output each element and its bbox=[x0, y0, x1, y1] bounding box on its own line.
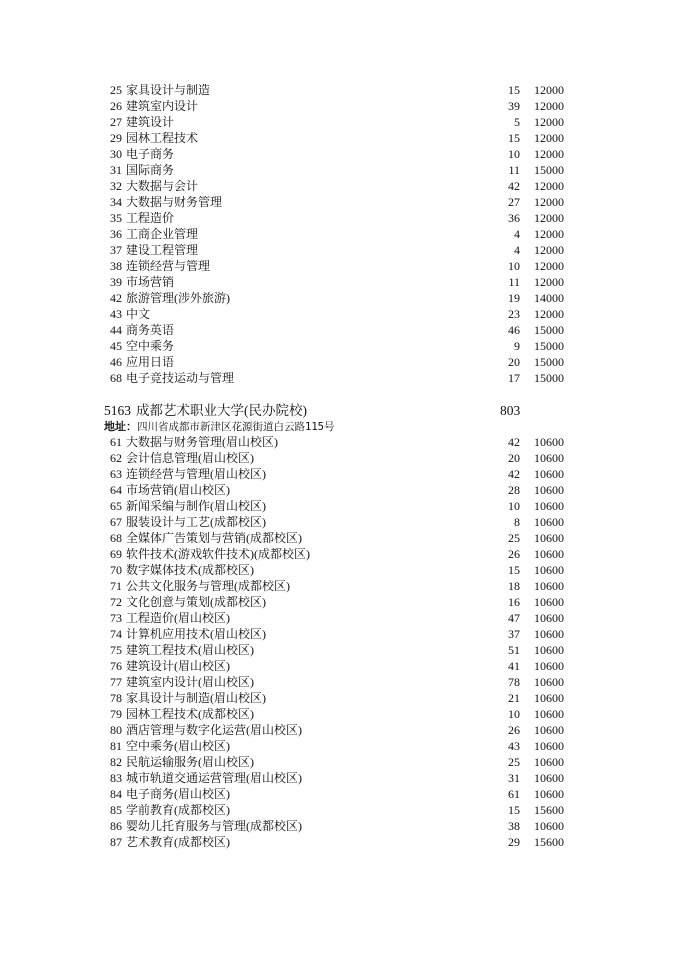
program-fee: 10600 bbox=[534, 643, 564, 657]
program-row bbox=[0, 530, 680, 546]
program-name: 数字媒体技术(成都校区) bbox=[126, 563, 254, 577]
program-quota: 20 bbox=[508, 355, 520, 369]
program-fee: 12000 bbox=[534, 307, 564, 321]
program-quota: 21 bbox=[508, 691, 520, 705]
program-quota: 8 bbox=[514, 515, 520, 529]
program-fee: 10600 bbox=[534, 723, 564, 737]
program-name: 建筑工程技术(眉山校区) bbox=[126, 643, 254, 657]
program-row bbox=[0, 770, 680, 786]
program-quota: 28 bbox=[508, 483, 520, 497]
program-fee: 10600 bbox=[534, 611, 564, 625]
program-code: 64 bbox=[110, 483, 122, 497]
program-code: 38 bbox=[110, 259, 122, 273]
program-row bbox=[0, 706, 680, 722]
program-fee: 10600 bbox=[534, 563, 564, 577]
program-name: 应用日语 bbox=[126, 355, 175, 369]
address-text: 四川省成都市新津区花源街道白云路115号 bbox=[137, 421, 335, 433]
program-quota: 23 bbox=[508, 307, 520, 321]
program-row bbox=[0, 834, 680, 850]
program-code: 71 bbox=[110, 579, 122, 593]
program-fee: 10600 bbox=[534, 499, 564, 513]
program-quota: 17 bbox=[508, 371, 520, 385]
program-row bbox=[0, 738, 680, 754]
program-quota: 27 bbox=[508, 195, 520, 209]
program-row bbox=[0, 354, 680, 370]
program-quota: 47 bbox=[508, 611, 520, 625]
program-row bbox=[0, 562, 680, 578]
program-fee: 12000 bbox=[534, 195, 564, 209]
program-code: 83 bbox=[110, 771, 122, 785]
program-row bbox=[0, 114, 680, 130]
program-row bbox=[0, 450, 680, 466]
program-row bbox=[0, 594, 680, 610]
program-name: 计算机应用技术(眉山校区) bbox=[126, 627, 266, 641]
program-row bbox=[0, 610, 680, 626]
program-quota: 38 bbox=[508, 819, 520, 833]
program-quota: 4 bbox=[514, 227, 520, 241]
institution-header bbox=[0, 401, 680, 421]
program-code: 73 bbox=[110, 611, 122, 625]
program-fee: 14000 bbox=[534, 291, 564, 305]
program-quota: 20 bbox=[508, 451, 520, 465]
program-name: 空中乘务 bbox=[126, 339, 175, 353]
program-row bbox=[0, 818, 680, 834]
program-row bbox=[0, 642, 680, 658]
program-row bbox=[0, 98, 680, 114]
program-fee: 12000 bbox=[534, 259, 564, 273]
program-name: 学前教育(成都校区) bbox=[126, 803, 230, 817]
program-name: 大数据与会计 bbox=[126, 179, 199, 193]
program-code: 63 bbox=[110, 467, 122, 481]
program-fee: 12000 bbox=[534, 179, 564, 193]
program-row bbox=[0, 82, 680, 98]
program-quota: 42 bbox=[508, 435, 520, 449]
program-fee: 12000 bbox=[534, 115, 564, 129]
program-fee: 12000 bbox=[534, 243, 564, 257]
program-code: 68 bbox=[110, 531, 122, 545]
program-code: 74 bbox=[110, 627, 122, 641]
program-quota: 26 bbox=[508, 547, 520, 561]
program-row bbox=[0, 290, 680, 306]
program-row bbox=[0, 434, 680, 450]
program-quota: 41 bbox=[508, 659, 520, 673]
program-quota: 26 bbox=[508, 723, 520, 737]
program-fee: 10600 bbox=[534, 483, 564, 497]
program-quota: 31 bbox=[508, 771, 520, 785]
program-code: 67 bbox=[110, 515, 122, 529]
institution-total-quota: 803 bbox=[500, 403, 521, 418]
program-row bbox=[0, 626, 680, 642]
program-quota: 37 bbox=[508, 627, 520, 641]
program-fee: 15000 bbox=[534, 371, 564, 385]
program-fee: 15600 bbox=[534, 803, 564, 817]
program-row bbox=[0, 146, 680, 162]
program-quota: 19 bbox=[508, 291, 520, 305]
program-code: 68 bbox=[110, 371, 122, 385]
program-fee: 10600 bbox=[534, 819, 564, 833]
program-row bbox=[0, 226, 680, 242]
program-fee: 15000 bbox=[534, 323, 564, 337]
program-name: 建筑室内设计 bbox=[126, 99, 199, 113]
program-code: 45 bbox=[110, 339, 122, 353]
program-code: 30 bbox=[110, 147, 122, 161]
program-code: 62 bbox=[110, 451, 122, 465]
program-fee: 12000 bbox=[534, 275, 564, 289]
program-quota: 18 bbox=[508, 579, 520, 593]
program-fee: 12000 bbox=[534, 227, 564, 241]
program-code: 32 bbox=[110, 179, 122, 193]
program-quota: 42 bbox=[508, 467, 520, 481]
program-row bbox=[0, 514, 680, 530]
program-fee: 10600 bbox=[534, 707, 564, 721]
program-name: 软件技术(游戏软件技术)(成都校区) bbox=[126, 547, 310, 561]
program-row bbox=[0, 754, 680, 770]
program-fee: 12000 bbox=[534, 211, 564, 225]
program-name: 建筑设计(眉山校区) bbox=[126, 659, 230, 673]
program-fee: 10600 bbox=[534, 547, 564, 561]
program-quota: 36 bbox=[508, 211, 520, 225]
program-fee: 10600 bbox=[534, 739, 564, 753]
program-quota: 43 bbox=[508, 739, 520, 753]
program-row bbox=[0, 658, 680, 674]
program-row bbox=[0, 802, 680, 818]
program-name: 大数据与财务管理(眉山校区) bbox=[126, 435, 278, 449]
program-code: 26 bbox=[110, 99, 122, 113]
program-quota: 15 bbox=[508, 83, 520, 97]
program-fee: 12000 bbox=[534, 83, 564, 97]
program-quota: 25 bbox=[508, 755, 520, 769]
program-fee: 15000 bbox=[534, 355, 564, 369]
program-quota: 46 bbox=[508, 323, 520, 337]
program-name: 大数据与财务管理 bbox=[126, 195, 223, 209]
program-code: 29 bbox=[110, 131, 122, 145]
program-row bbox=[0, 242, 680, 258]
program-name: 园林工程技术 bbox=[126, 131, 199, 145]
program-name: 会计信息管理(眉山校区) bbox=[126, 451, 254, 465]
program-code: 61 bbox=[110, 435, 122, 449]
program-code: 82 bbox=[110, 755, 122, 769]
program-name: 工程造价(眉山校区) bbox=[126, 611, 230, 625]
program-code: 42 bbox=[110, 291, 122, 305]
program-quota: 4 bbox=[514, 243, 520, 257]
program-fee: 12000 bbox=[534, 99, 564, 113]
program-quota: 39 bbox=[508, 99, 520, 113]
program-fee: 10600 bbox=[534, 451, 564, 465]
program-code: 84 bbox=[110, 787, 122, 801]
program-code: 69 bbox=[110, 547, 122, 561]
program-row bbox=[0, 786, 680, 802]
program-row bbox=[0, 546, 680, 562]
program-code: 27 bbox=[110, 115, 122, 129]
program-name: 旅游管理(涉外旅游) bbox=[126, 291, 230, 305]
program-quota: 10 bbox=[508, 707, 520, 721]
program-name: 连锁经营与管理 bbox=[126, 259, 211, 273]
program-code: 25 bbox=[110, 83, 122, 97]
program-quota: 10 bbox=[508, 147, 520, 161]
program-quota: 15 bbox=[508, 563, 520, 577]
program-quota: 15 bbox=[508, 131, 520, 145]
program-fee: 10600 bbox=[534, 515, 564, 529]
program-row bbox=[0, 690, 680, 706]
program-code: 75 bbox=[110, 643, 122, 657]
program-quota: 10 bbox=[508, 259, 520, 273]
program-quota: 42 bbox=[508, 179, 520, 193]
program-code: 44 bbox=[110, 323, 122, 337]
institution-name: 成都艺术职业大学(民办院校) bbox=[136, 403, 307, 418]
program-code: 46 bbox=[110, 355, 122, 369]
program-name: 家具设计与制造(眉山校区) bbox=[126, 691, 266, 705]
program-fee: 10600 bbox=[534, 755, 564, 769]
program-code: 79 bbox=[110, 707, 122, 721]
program-code: 78 bbox=[110, 691, 122, 705]
program-name: 酒店管理与数字化运营(眉山校区) bbox=[126, 723, 302, 737]
program-fee: 10600 bbox=[534, 659, 564, 673]
program-name: 艺术教育(成都校区) bbox=[126, 835, 230, 849]
program-code: 35 bbox=[110, 211, 122, 225]
program-fee: 12000 bbox=[534, 147, 564, 161]
program-name: 工商企业管理 bbox=[126, 227, 199, 241]
program-fee: 10600 bbox=[534, 675, 564, 689]
program-row bbox=[0, 162, 680, 178]
program-name: 家具设计与制造 bbox=[126, 83, 211, 97]
program-name: 电子竞技运动与管理 bbox=[126, 371, 235, 385]
program-fee: 10600 bbox=[534, 691, 564, 705]
program-code: 80 bbox=[110, 723, 122, 737]
program-name: 国际商务 bbox=[126, 163, 175, 177]
program-code: 43 bbox=[110, 307, 122, 321]
program-row bbox=[0, 370, 680, 386]
program-name: 公共文化服务与管理(成都校区) bbox=[126, 579, 290, 593]
program-name: 建设工程管理 bbox=[126, 243, 199, 257]
program-quota: 61 bbox=[508, 787, 520, 801]
program-row bbox=[0, 306, 680, 322]
program-code: 86 bbox=[110, 819, 122, 833]
program-code: 39 bbox=[110, 275, 122, 289]
program-code: 76 bbox=[110, 659, 122, 673]
program-name: 电子商务(眉山校区) bbox=[126, 787, 230, 801]
program-name: 文化创意与策划(成都校区) bbox=[126, 595, 266, 609]
program-code: 77 bbox=[110, 675, 122, 689]
program-fee: 10600 bbox=[534, 579, 564, 593]
program-code: 65 bbox=[110, 499, 122, 513]
institution-address bbox=[104, 419, 334, 435]
program-name: 全媒体广告策划与营销(成都校区) bbox=[126, 531, 302, 545]
program-fee: 10600 bbox=[534, 627, 564, 641]
program-quota: 78 bbox=[508, 675, 520, 689]
program-row bbox=[0, 466, 680, 482]
program-row bbox=[0, 498, 680, 514]
program-row bbox=[0, 322, 680, 338]
program-row bbox=[0, 194, 680, 210]
program-fee: 15600 bbox=[534, 835, 564, 849]
program-quota: 16 bbox=[508, 595, 520, 609]
program-fee: 12000 bbox=[534, 131, 564, 145]
program-code: 87 bbox=[110, 835, 122, 849]
program-quota: 11 bbox=[508, 275, 520, 289]
program-name: 商务英语 bbox=[126, 323, 175, 337]
program-fee: 10600 bbox=[534, 787, 564, 801]
program-fee: 10600 bbox=[534, 467, 564, 481]
program-code: 72 bbox=[110, 595, 122, 609]
program-name: 民航运输服务(眉山校区) bbox=[126, 755, 254, 769]
program-name: 建筑室内设计(眉山校区) bbox=[126, 675, 254, 689]
program-code: 85 bbox=[110, 803, 122, 817]
program-name: 电子商务 bbox=[126, 147, 175, 161]
program-name: 工程造价 bbox=[126, 211, 175, 225]
program-fee: 10600 bbox=[534, 435, 564, 449]
program-name: 园林工程技术(成都校区) bbox=[126, 707, 254, 721]
program-code: 70 bbox=[110, 563, 122, 577]
program-name: 城市轨道交通运营管理(眉山校区) bbox=[126, 771, 302, 785]
program-name: 建筑设计 bbox=[126, 115, 175, 129]
program-row bbox=[0, 210, 680, 226]
program-row bbox=[0, 258, 680, 274]
program-name: 市场营销(眉山校区) bbox=[126, 483, 230, 497]
program-fee: 15000 bbox=[534, 163, 564, 177]
program-name: 空中乘务(眉山校区) bbox=[126, 739, 230, 753]
program-name: 新闻采编与制作(眉山校区) bbox=[126, 499, 266, 513]
program-code: 81 bbox=[110, 739, 122, 753]
program-fee: 15000 bbox=[534, 339, 564, 353]
institution-code: 5163 bbox=[104, 403, 131, 418]
program-fee: 10600 bbox=[534, 771, 564, 785]
program-name: 连锁经营与管理(眉山校区) bbox=[126, 467, 266, 481]
program-quota: 29 bbox=[508, 835, 520, 849]
program-fee: 10600 bbox=[534, 595, 564, 609]
program-row bbox=[0, 338, 680, 354]
program-name: 市场营销 bbox=[126, 275, 175, 289]
program-quota: 15 bbox=[508, 803, 520, 817]
program-quota: 5 bbox=[514, 115, 520, 129]
program-row bbox=[0, 482, 680, 498]
program-fee: 10600 bbox=[534, 531, 564, 545]
program-code: 36 bbox=[110, 227, 122, 241]
program-quota: 25 bbox=[508, 531, 520, 545]
program-code: 37 bbox=[110, 243, 122, 257]
program-row bbox=[0, 722, 680, 738]
program-row bbox=[0, 130, 680, 146]
address-label: 地址： bbox=[104, 420, 137, 433]
program-row bbox=[0, 674, 680, 690]
program-name: 中文 bbox=[126, 307, 151, 321]
program-name: 服装设计与工艺(成都校区) bbox=[126, 515, 266, 529]
program-row bbox=[0, 274, 680, 290]
program-quota: 9 bbox=[514, 339, 520, 353]
program-code: 34 bbox=[110, 195, 122, 209]
program-row bbox=[0, 578, 680, 594]
program-code: 31 bbox=[110, 163, 122, 177]
program-quota: 10 bbox=[508, 499, 520, 513]
program-row bbox=[0, 178, 680, 194]
program-quota: 11 bbox=[508, 163, 520, 177]
program-name: 婴幼儿托育服务与管理(成都校区) bbox=[126, 819, 302, 833]
program-quota: 51 bbox=[508, 643, 520, 657]
